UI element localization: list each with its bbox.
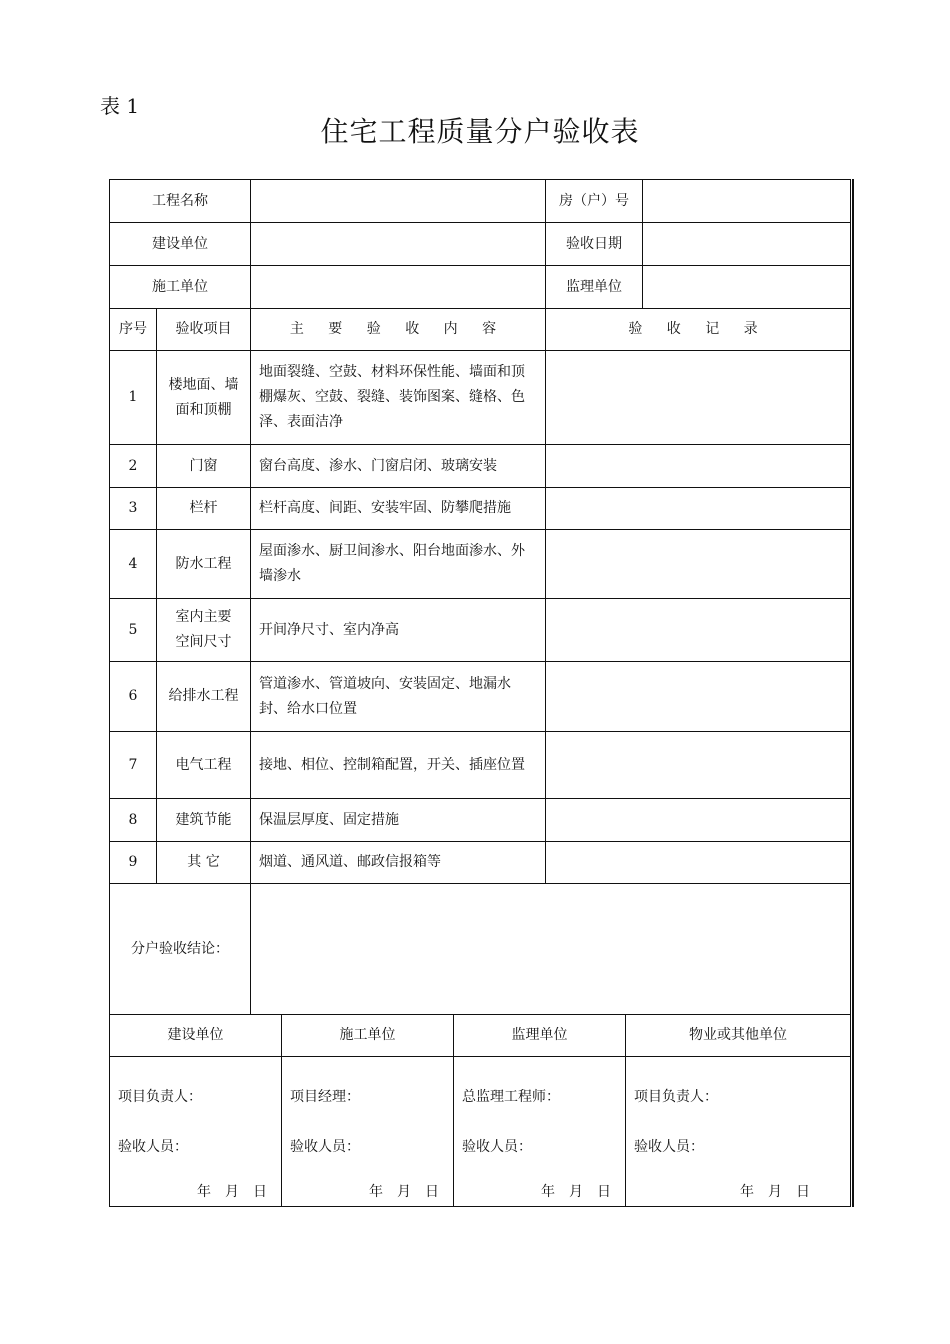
col-header-record: 验 收 记 录 [546,309,851,351]
row-item: 栏杆 [157,488,251,530]
house-no-label: 房（户）号 [546,180,643,223]
conclusion-field[interactable] [251,884,851,1015]
row-no: 2 [110,445,157,488]
signature-block-contractor[interactable] [282,1057,454,1207]
table-row [110,732,851,799]
date-line: 年 月 日 [740,1184,810,1200]
table-row [110,488,851,530]
table-row [110,599,851,662]
date-line: 年 月 日 [541,1184,611,1200]
table-row [110,662,851,732]
date-line: 年 月 日 [197,1184,267,1200]
row-record-field[interactable] [546,488,851,530]
lead-label: 总监理工程师： [462,1089,560,1105]
row-item: 室内主要空间尺寸 [157,599,251,662]
inspector-label: 验收人员： [634,1139,704,1155]
table-row [110,799,851,842]
table-label: 表 1 [100,94,140,118]
row-item: 其 它 [157,842,251,884]
row-record-field[interactable] [546,530,851,599]
row-item: 楼地面、墙面和顶棚 [157,351,251,445]
lead-label: 项目经理： [290,1089,360,1105]
row-no: 8 [110,799,157,842]
row-content: 保温层厚度、固定措施 [251,799,546,842]
row-item: 建筑节能 [157,799,251,842]
row-no: 1 [110,351,157,445]
row-item: 门窗 [157,445,251,488]
inspector-label: 验收人员： [118,1139,188,1155]
signature-table [109,1014,851,1207]
contractor-label: 施工单位 [110,266,251,309]
row-no: 5 [110,599,157,662]
row-content: 地面裂缝、空鼓、材料环保性能、墙面和顶棚爆灰、空鼓、裂缝、装饰图案、缝格、色泽、表面洁净 [251,351,546,445]
accept-date-label: 验收日期 [546,223,643,266]
house-no-field[interactable] [643,180,851,223]
conclusion-label: 分户验收结论： [110,884,251,1015]
lead-label: 项目负责人： [634,1089,718,1105]
supervisor-label: 监理单位 [546,266,643,309]
row-record-field[interactable] [546,599,851,662]
signature-block-supervisor[interactable] [454,1057,626,1207]
row-content: 屋面渗水、厨卫间渗水、阳台地面渗水、外墙渗水 [251,530,546,599]
project-name-label: 工程名称 [110,180,251,223]
signature-block-property[interactable] [626,1057,851,1207]
row-content: 烟道、通风道、邮政信报箱等 [251,842,546,884]
column-header-row [110,309,851,351]
info-row-project [110,180,851,223]
signature-unit-contractor: 施工单位 [282,1015,454,1057]
accept-date-field[interactable] [643,223,851,266]
inspector-label: 验收人员： [462,1139,532,1155]
main-table [109,179,851,1015]
table-row [110,530,851,599]
row-record-field[interactable] [546,842,851,884]
builder-field[interactable] [251,223,546,266]
signature-unit-property: 物业或其他单位 [626,1015,851,1057]
row-record-field[interactable] [546,799,851,842]
row-item: 电气工程 [157,732,251,799]
contractor-field[interactable] [251,266,546,309]
row-content: 开间净尺寸、室内净高 [251,599,546,662]
page-title: 住宅工程质量分户验收表 [320,115,640,148]
col-header-content: 主 要 验 收 内 容 [251,309,546,351]
row-no: 6 [110,662,157,732]
row-no: 3 [110,488,157,530]
signature-unit-supervisor: 监理单位 [454,1015,626,1057]
row-record-field[interactable] [546,445,851,488]
row-content: 接地、相位、控制箱配置，开关、插座位置 [251,732,546,799]
supervisor-field[interactable] [643,266,851,309]
row-item: 给排水工程 [157,662,251,732]
row-no: 7 [110,732,157,799]
lead-label: 项目负责人： [118,1089,202,1105]
info-row-builder [110,223,851,266]
row-content: 窗台高度、渗水、门窗启闭、玻璃安装 [251,445,546,488]
row-content: 管道渗水、管道坡向、安装固定、地漏水封、给水口位置 [251,662,546,732]
signature-unit-builder: 建设单位 [110,1015,282,1057]
col-header-no: 序号 [110,309,157,351]
conclusion-row [110,884,851,1015]
row-no: 4 [110,530,157,599]
table-row [110,351,851,445]
table-row [110,842,851,884]
row-content: 栏杆高度、间距、安装牢固、防攀爬措施 [251,488,546,530]
signature-header-row [110,1015,851,1057]
builder-label: 建设单位 [110,223,251,266]
acceptance-form [109,179,854,1207]
row-no: 9 [110,842,157,884]
signature-body-row [110,1057,851,1207]
row-record-field[interactable] [546,732,851,799]
inspector-label: 验收人员： [290,1139,360,1155]
signature-block-builder[interactable] [110,1057,282,1207]
table-row [110,445,851,488]
date-line: 年 月 日 [369,1184,439,1200]
col-header-item: 验收项目 [157,309,251,351]
row-record-field[interactable] [546,662,851,732]
row-item: 防水工程 [157,530,251,599]
project-name-field[interactable] [251,180,546,223]
row-record-field[interactable] [546,351,851,445]
info-row-contractor [110,266,851,309]
